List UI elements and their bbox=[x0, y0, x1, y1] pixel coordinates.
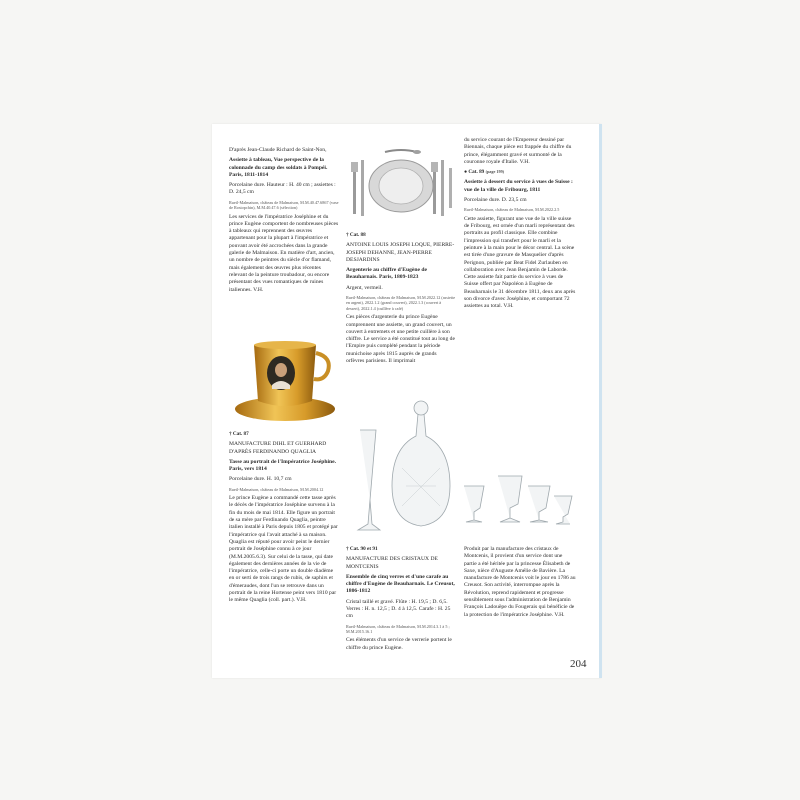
catalog-number-label: ● Cat. 89 bbox=[464, 169, 485, 176]
entry-author: D'après Jean-Claude Richard de Saint-Non, bbox=[229, 147, 327, 153]
entry-material: Argent, vermeil. bbox=[346, 284, 383, 291]
page-edge bbox=[599, 124, 602, 678]
entry-text: Cette assiette, figurant une vue de la ville suisse de Fribourg, est ornée d'un marli représentant des portraits au profil classique. Elle combine l'impression qui transfert pour le marli et la peinture à la main pour le décor central. La scène est tirée d'une gravure de Masquelier d'après Perignon, publiée par Beat Fidel Zurlauben en collaboration avec Jean Benjamin de Laborde. Cette assiette fait partie du service à vues de Suisse offert par Napoléon à Eugène de Beauharnais le 31 décembre 1811, deux ans après son divorce d'avec Joséphine, et comportant 72 assiettes au total. V.H. bbox=[464, 215, 576, 310]
carafe bbox=[392, 414, 450, 526]
entry-note: Rueil-Malmaison, château de Malmaison, M.M.2004.12 bbox=[229, 486, 324, 492]
entry-note: Rueil-Malmaison, château de Malmaison, M.M.2022.12 (assiette en argent), 2022.1.2 (grand couvert), 2022.1.3 (couvert à dessert), 2022.1.4 (cuillère à café) bbox=[346, 295, 456, 311]
glass-2 bbox=[498, 476, 522, 522]
entry-material: Porcelaine dure. H. 10,7 cm bbox=[229, 476, 292, 483]
entry-text: Ces pièces d'argenterie du prince Eugène comprennent une assiette, un grand couvert, un couvert à entremets et une petite cuillère à son chiffre. Le service a été constitué tout au long de l'Empire puis complété pendant la période munichoise après 1815 auprès de grands orfèvres parisiens. Il imprimait bbox=[346, 314, 455, 365]
entry-note: Rueil-Malmaison, château de Malmaison, M.M.40.47.6867 (vase de Rostopchin), M.M.40.47.6 (sélection) bbox=[229, 199, 339, 211]
knife-left bbox=[361, 160, 364, 216]
entry-note: Rueil-Malmaison, château de Malmaison, M.M.2022.2.5 bbox=[464, 207, 560, 213]
entry-text: Le prince Eugène a commandé cette tasse après le décès de l'impératrice Joséphine survenu à la fin du mois de mai 1814. Elle figure un portrait de sa mère par Ferdinando Quaglia, peintre italien installé à Paris depuis 1805 et protégé par l'impératrice qui l'avait attaché à sa maison. Quaglia est réputé pour avoir peint le dernier portrait de Joséphine connu à ce jour (M.M.2005.6.3). Sur celui de la tasse, qui date également des dernières années de la vie de l'impératrice, celle-ci porte un double diadème en or serti de trois rangs de rubis, de saphirs et d'émeraudes, dont l'un se retrouve dans un portrait de la reine Hortense peint vers 1810 par le même Quaglia (coll. part.). V.H. bbox=[229, 495, 338, 604]
column-middle-cat90 bbox=[346, 546, 458, 655]
entry-text: Produit par la manufacture des cristaux de Montcenis, il provient d'un service dont une partie a été héritée par la princesse Élisabeth de Saxe, nièce d'Auguste Amélie de Bavière. La manufacture de Montcenis voit le jour en 1786 au Creusot. Son activité, interrompue après la Révolution, reprend rapidement et progresse sensiblement sous l'administration de Benjamin François Ladouëpe du Fougerais qui bénéficie de la protection de l'impératrice Joséphine. V.H. bbox=[464, 546, 576, 618]
entry-title: Assiette à tableau, Vue perspective de la colonnade du camp des soldats à Pompéi. Paris, 1811-1814 bbox=[229, 157, 328, 178]
knife-right bbox=[441, 160, 444, 216]
cup-handle bbox=[314, 353, 329, 379]
glass-3 bbox=[528, 486, 550, 522]
entry-title: Argenterie au chiffre d'Eugène de Beauharnais. Paris, 1809-1823 bbox=[346, 267, 427, 281]
page-number: 204 bbox=[570, 658, 587, 670]
catalog-number: † Cat. 88 bbox=[346, 232, 366, 238]
entry-text: du service courant de l'Empereur dessiné par Biennais, chaque pièce est frappée du chiffre du prince, élégamment gravé et surmonté de la couronne royale d'Italie. V.H. bbox=[464, 137, 572, 165]
glass-1 bbox=[464, 486, 484, 522]
entry-material: Cristal taillé et gravé. Flûte : H. 19,5 ; D. 6,5. Verres : H. n. 12,5 ; D. 4 à 12,5. Carafe : H. 25 cm bbox=[346, 598, 451, 620]
entry-title: Ensemble de cinq verres et d'une carafe au chiffre d'Eugène de Beauharnais. Le Creusot, 1806-1812 bbox=[346, 573, 455, 595]
crystal-glasses-image bbox=[346, 396, 576, 536]
entry-text: Ces éléments d'un service de verrerie portent le chiffre du prince Eugène. bbox=[346, 637, 452, 651]
entry-title: Assiette à dessert du service à vues de Suisse : vue de la ville de Fribourg, 1811 bbox=[464, 179, 573, 193]
column-right-bottom bbox=[464, 546, 576, 622]
silverware-image bbox=[345, 138, 457, 226]
column-right bbox=[464, 137, 576, 314]
column-left-cat87 bbox=[229, 431, 339, 608]
entry-material: Porcelaine dure. D. 23,5 cm bbox=[464, 197, 527, 204]
column-left bbox=[229, 147, 339, 297]
glass-4 bbox=[554, 496, 572, 524]
page-reference: (page 199) bbox=[485, 169, 505, 175]
entry-author: MANUFACTURE DIHL ET GUERHARD D'APRÈS FERDINANDO QUAGLIA bbox=[229, 441, 327, 455]
entry-note: Rueil-Malmaison, château de Malmaison, M.M.2014.3.1 à 5 ; M.M.2015.16.1 bbox=[346, 623, 450, 635]
portrait-cup-image bbox=[232, 335, 338, 427]
entry-material: Porcelaine dure. Hauteur : H. 40 cm ; assiettes : D. 24,5 cm bbox=[229, 182, 336, 196]
catalog-number: † Cat. 87 bbox=[229, 431, 249, 437]
spoon-top bbox=[385, 150, 417, 152]
fork-left bbox=[353, 166, 356, 214]
column-middle-cat88 bbox=[346, 232, 456, 368]
fork-right bbox=[433, 166, 436, 214]
catalog-number bbox=[464, 169, 576, 176]
entry-text: Les services de l'impératrice Joséphine et du prince Eugène comportent de nombreuses pièces à tableaux qui reprennent des œuvres appartenant pour la plupart à l'impératrice et pouvant avoir été accrochées dans la grande galerie de Malmaison. En matière d'art, ancien, un nombre de peintres du siècle d'or flamand, mais également des œuvres plus récentes relevant de la peinture troubadour, ou encore présentant des vues romantiques de ruines italiennes. V.H. bbox=[229, 213, 339, 293]
entry-author: MANUFACTURE DES CRISTAUX DE MONTCENIS bbox=[346, 556, 438, 570]
flute-glass bbox=[358, 430, 380, 530]
entry-title: Tasse au portrait de l'Impératrice Joséphine. Paris, vers 1814 bbox=[229, 458, 336, 473]
carafe-stopper bbox=[414, 401, 428, 415]
entry-author: ANTOINE LOUIS JOSEPH LOQUE, PIERRE-JOSEPH DEHANNE, JEAN-PIERRE DESJARDINS bbox=[346, 242, 455, 263]
catalog-number: † Cat. 90 et 91 bbox=[346, 546, 378, 552]
